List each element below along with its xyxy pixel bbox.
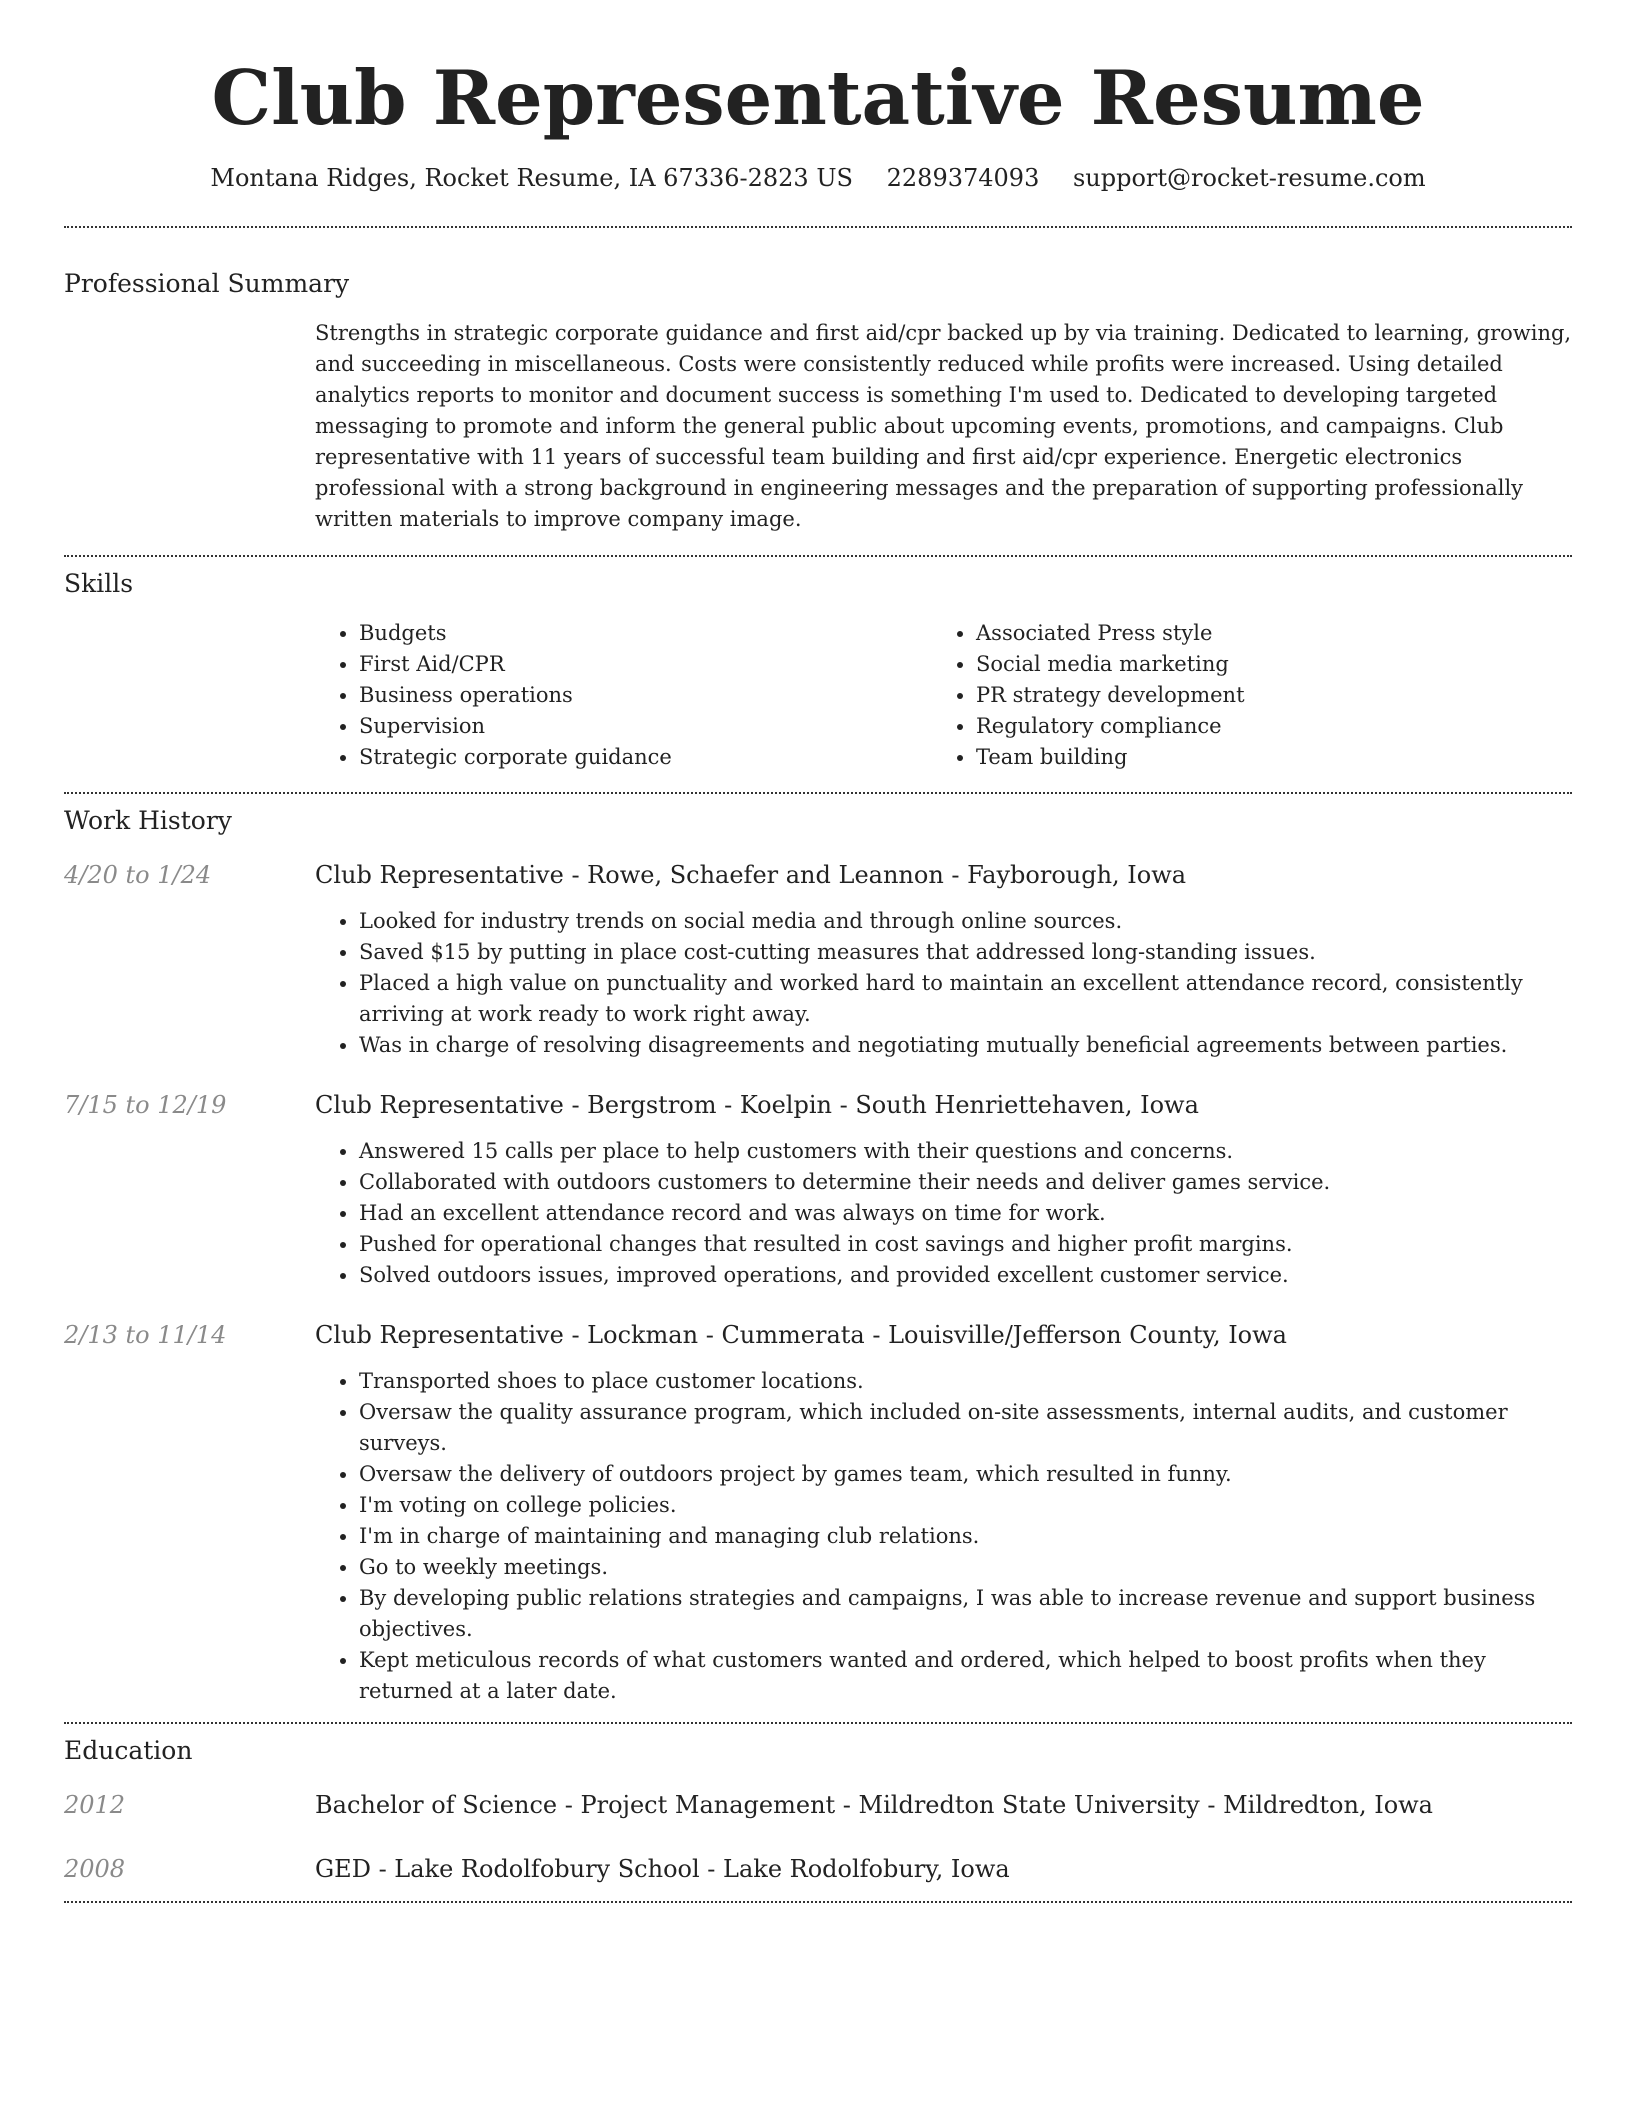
skill-item: • Strategic corporate guidance (359, 742, 932, 773)
summary-text: Strengths in strategic corporate guidance and first aid/cpr backed up by via training. Dedicated to learning, growing, and succeeding in miscellaneous. Costs were consistently reduced while profits were increased. Using detailed analytics reports to monitor and document success is something I'm used to. Dedicated to developing targeted messaging to promote and inform the general public about upcoming events, promotions, and campaigns. Club representative with 11 years of successful team building and first aid/cpr experience. Energetic electronics professional with a strong background in engineering messages and the preparation of supporting professionally written materials to improve company image. (315, 321, 1572, 531)
education-degree: GED - Lake Rodolfobury School - Lake Rodolfobury, Iowa (315, 1855, 1010, 1883)
skill-item: • Business operations (359, 680, 932, 711)
skill-item: • First Aid/CPR (359, 649, 932, 680)
work-heading: Work History (64, 806, 232, 835)
job-title: Club Representative - Bergstrom - Koelpin - South Henriettehaven, Iowa (315, 1091, 1199, 1119)
summary-heading: Professional Summary (64, 269, 350, 298)
contact-address: Montana Ridges, Rocket Resume, IA 67336-2823 US (210, 164, 853, 192)
job-bullets (315, 906, 1572, 1061)
job-bullet: • By developing public relations strategies and campaigns, I was able to increase revenue and support business objectives. (359, 1583, 1572, 1645)
divider (64, 1722, 1572, 1724)
job-bullet: • Placed a high value on punctuality and worked hard to maintain an excellent attendance record, consistently arriving at work ready to work right away. (359, 968, 1572, 1030)
job-title: Club Representative - Rowe, Schaefer and Leannon - Fayborough, Iowa (315, 861, 1187, 889)
job-bullet: • I'm voting on college policies. (359, 1490, 1572, 1521)
job-dates: 7/15 to 12/19 (64, 1091, 227, 1119)
job-bullets (315, 1366, 1572, 1707)
job-bullet: • Was in charge of resolving disagreements and negotiating mutually beneficial agreements between parties. (359, 1030, 1572, 1061)
job-entry (64, 1321, 1572, 1707)
job-title: Club Representative - Lockman - Cummerata - Louisville/Jefferson County, Iowa (315, 1321, 1287, 1349)
job-bullet: • Had an excellent attendance record and was always on time for work. (359, 1198, 1572, 1229)
job-entry (64, 1091, 1572, 1291)
skill-item: • Associated Press style (976, 618, 1549, 649)
divider (64, 1901, 1572, 1903)
job-dates: 4/20 to 1/24 (64, 861, 212, 889)
skills-column-left (315, 618, 932, 773)
skill-item: • Social media marketing (976, 649, 1549, 680)
contact-email: support@rocket-resume.com (1072, 164, 1426, 192)
skills-grid (315, 618, 1572, 773)
job-bullet: • Transported shoes to place customer locations. (359, 1366, 1572, 1397)
skill-item: • Team building (976, 742, 1549, 773)
job-bullet: • Oversaw the delivery of outdoors project by games team, which resulted in funny. (359, 1459, 1572, 1490)
education-degree: Bachelor of Science - Project Management - Mildredton State University - Mildredton, Iowa (315, 1791, 1433, 1819)
skill-item: • PR strategy development (976, 680, 1549, 711)
divider (64, 226, 1572, 228)
job-bullet: • Looked for industry trends on social media and through online sources. (359, 906, 1572, 937)
divider (64, 555, 1572, 557)
job-bullet: • Collaborated with outdoors customers to determine their needs and deliver games service. (359, 1167, 1572, 1198)
education-entry (64, 1855, 1572, 1883)
job-header (64, 1091, 1572, 1119)
job-dates: 2/13 to 11/14 (64, 1321, 227, 1349)
contact-line (64, 163, 1572, 193)
education-year: 2012 (64, 1791, 126, 1819)
job-entry (64, 861, 1572, 1061)
education-heading: Education (64, 1736, 193, 1765)
skills-heading: Skills (64, 569, 134, 598)
education-year: 2008 (64, 1855, 126, 1883)
job-bullet: • Solved outdoors issues, improved operations, and provided excellent customer service. (359, 1260, 1572, 1291)
job-bullet: • Kept meticulous records of what customers wanted and ordered, which helped to boost profits when they returned at a later date. (359, 1645, 1572, 1707)
job-bullet: • Answered 15 calls per place to help customers with their questions and concerns. (359, 1136, 1572, 1167)
job-bullet: • Oversaw the quality assurance program, which included on-site assessments, internal audits, and customer surveys. (359, 1397, 1572, 1459)
education-entry (64, 1791, 1572, 1819)
job-bullet: • Pushed for operational changes that resulted in cost savings and higher profit margins. (359, 1229, 1572, 1260)
skill-item: • Budgets (359, 618, 932, 649)
job-bullet: • Saved $15 by putting in place cost-cutting measures that addressed long-standing issues. (359, 937, 1572, 968)
resume-title: Club Representative Resume (211, 54, 1425, 142)
job-bullet: • I'm in charge of maintaining and managing club relations. (359, 1521, 1572, 1552)
job-header (64, 1321, 1572, 1349)
resume-page (64, 0, 1572, 1903)
skill-item: • Supervision (359, 711, 932, 742)
job-bullets (315, 1136, 1572, 1291)
skills-column-right (932, 618, 1549, 773)
divider (64, 792, 1572, 794)
contact-phone: 2289374093 (886, 164, 1040, 192)
job-bullet: • Go to weekly meetings. (359, 1552, 1572, 1583)
skill-item: • Regulatory compliance (976, 711, 1549, 742)
job-header (64, 861, 1572, 889)
